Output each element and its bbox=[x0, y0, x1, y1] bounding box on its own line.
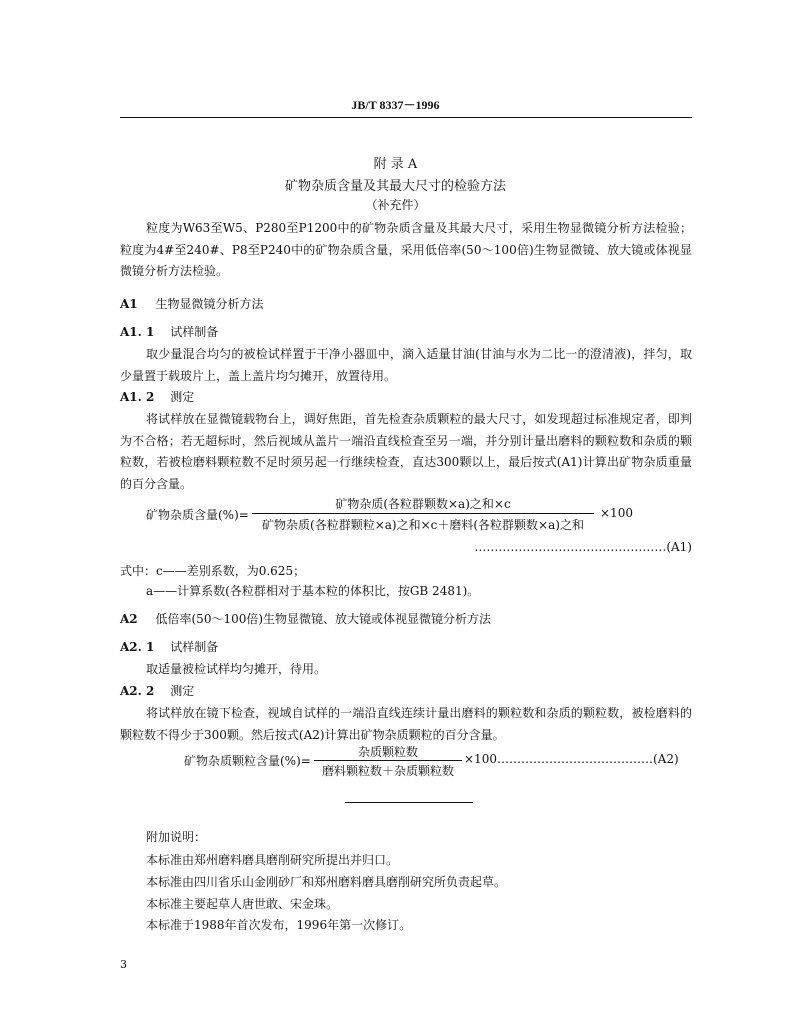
intro-paragraph: 粒度为W63至W5、P280至P1200中的矿物杂质含量及其最大尺寸，采用生物显微镜分析方法检验；粒度为4#至240#、P8至P240中的矿物杂质含量，采用低倍率(50～100倍)生物显微镜、放大镜或体视显微镜分析方法检验。 bbox=[120, 221, 692, 278]
appendix-label: 附 录 A bbox=[373, 157, 418, 172]
header-rule bbox=[120, 117, 692, 118]
section-title: 生物显微镜分析方法 bbox=[155, 297, 264, 311]
a1-1-paragraph: 取少量混合均匀的被检试样置于干净小器皿中，滴入适量甘油(甘油与水为二比一的澄清液)，拌匀，取少量置于载玻片上，盖上盖片均匀摊开，放置待用。 bbox=[120, 347, 692, 383]
notes-separator bbox=[345, 802, 473, 803]
appendix-title: 矿物杂质含量及其最大尺寸的检验方法 bbox=[284, 179, 506, 194]
subsection-number: A2. 2 bbox=[120, 684, 155, 698]
equation-number: (A1) bbox=[666, 540, 692, 554]
formula-a2-lhs: 矿物杂质颗粒含量(%)= bbox=[184, 754, 311, 768]
formula-a2-denominator: 磨料颗粒数＋杂质颗粒数 bbox=[321, 764, 454, 778]
formula-a1-tag bbox=[440, 540, 692, 554]
notes-title: 附加说明： bbox=[146, 830, 207, 844]
formula-a2-tag bbox=[464, 752, 692, 766]
section-number: A2 bbox=[120, 612, 138, 626]
formula-a2-numerator: 杂质颗粒数 bbox=[357, 745, 418, 759]
subsection-title: 试样制备 bbox=[170, 640, 219, 654]
appendix-note: （补充件） bbox=[365, 198, 426, 212]
section-number: A1 bbox=[120, 297, 138, 311]
a2-1-paragraph: 取适量被检试样均匀摊开，待用。 bbox=[146, 662, 327, 676]
formula-a2-multiplier: ×100 bbox=[464, 752, 497, 766]
standard-number: JB/T 8337－1996 bbox=[351, 98, 440, 112]
subsection-number: A2. 1 bbox=[120, 640, 155, 654]
notes-line: 本标准由四川省乐山金刚砂厂和郑州磨料磨具磨削研究所负责起草。 bbox=[146, 875, 507, 889]
notes-line: 本标准主要起草人唐世敢、宋金珠。 bbox=[146, 897, 339, 911]
equation-number: (A2) bbox=[652, 752, 679, 766]
a2-2-paragraph: 将试样放在镜下检查，视域自试样的一端沿直线连续计量出磨料的颗粒数和杂质的颗粒数，被检磨料的颗粒数不得少于300颗。然后按式(A2)计算出矿物杂质颗粒的百分含量。 bbox=[120, 706, 692, 742]
subsection-title: 试样制备 bbox=[170, 325, 219, 339]
where-a: a——计算系数(各粒群相对于基本粒的体积比，按GB 2481)。 bbox=[146, 584, 480, 598]
subsection-number: A1. 2 bbox=[120, 390, 155, 404]
notes-line: 本标准由郑州磨料磨具磨削研究所提出并归口。 bbox=[146, 853, 399, 867]
leader-dots: ………………………………………… bbox=[474, 540, 667, 554]
formula-a2-fraction-line bbox=[314, 760, 462, 761]
a1-2-paragraph: 将试样放在显微镜载物台上，调好焦距，首先检查杂质颗粒的最大尺寸，如发现超过标准规定者，即判为不合格；若无超标时，然后视域从盖片一端沿直线检查至另一端，并分别计量出磨料的颗粒数和杂质的颗粒数，若被检磨料颗粒数不足时须另起一行继续检查，直达300颗以上，最后按式(A1)计算出矿物杂质重量的百分含量。 bbox=[120, 412, 692, 491]
subsection-number: A1. 1 bbox=[120, 325, 155, 339]
page-number: 3 bbox=[120, 958, 127, 971]
subsection-title: 测定 bbox=[170, 390, 195, 404]
subsection-a1-2-heading bbox=[120, 388, 194, 405]
subsection-title: 测定 bbox=[170, 684, 195, 698]
subsection-a1-1-heading bbox=[120, 323, 218, 340]
section-a1-heading bbox=[120, 295, 264, 312]
leader-dots: ………………………………… bbox=[496, 752, 653, 766]
section-title: 低倍率(50～100倍)生物显微镜、放大镜或体视显微镜分析方法 bbox=[155, 612, 492, 626]
formula-a1-multiplier: ×100 bbox=[600, 506, 633, 520]
subsection-a2-1-heading bbox=[120, 638, 218, 655]
formula-a1-numerator: 矿物杂质(各粒群颗数×a)之和×c bbox=[335, 497, 511, 511]
section-a2-heading bbox=[120, 610, 491, 627]
formula-a1-lhs: 矿物杂质含量(%)= bbox=[146, 508, 249, 522]
formula-a1-denominator: 矿物杂质(各粒群颗粒×a)之和×c＋磨料(各粒群颗数×a)之和 bbox=[262, 518, 584, 532]
notes-line: 本标准于1988年首次发布，1996年第一次修订。 bbox=[146, 918, 412, 932]
where-c: 式中：c——差别系数，为0.625； bbox=[120, 564, 306, 578]
subsection-a2-2-heading bbox=[120, 682, 194, 699]
formula-a1-fraction-line bbox=[252, 513, 594, 514]
